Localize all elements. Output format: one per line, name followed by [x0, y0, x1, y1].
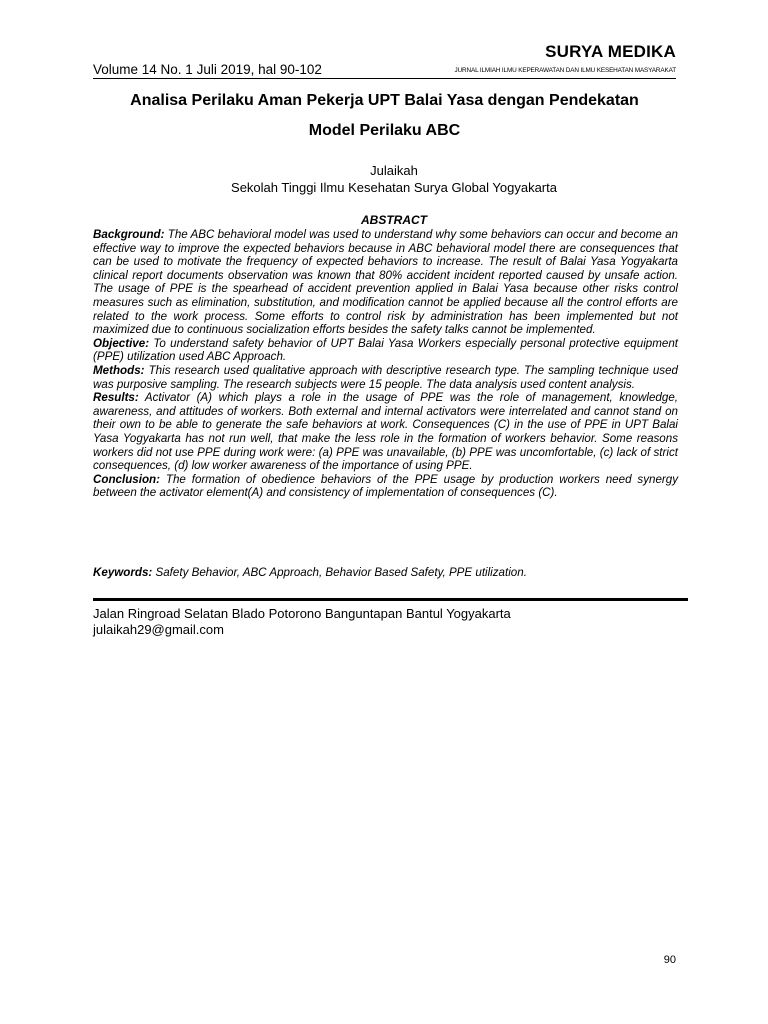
abstract-body — [93, 228, 678, 500]
running-header — [93, 62, 676, 79]
objective-label: Objective: — [93, 336, 150, 350]
results-label: Results: — [93, 391, 139, 405]
author-affiliation: Sekolah Tinggi Ilmu Kesehatan Surya Global Yogyakarta — [231, 180, 557, 195]
title-line-1: Analisa Perilaku Aman Pekerja UPT Balai Yasa dengan Pendekatan — [130, 92, 639, 109]
author-name: Julaikah — [370, 163, 418, 178]
footnote-divider — [93, 598, 688, 601]
volume-issue-line: Volume 14 No. 1 Juli 2019, hal 90-102 — [93, 62, 322, 77]
keywords-text: Safety Behavior, ABC Approach, Behavior Based Safety, PPE utilization. — [152, 566, 527, 579]
methods-label: Methods: — [93, 363, 145, 377]
keywords — [93, 566, 678, 579]
abstract-methods — [93, 364, 678, 391]
abstract-background — [93, 228, 678, 337]
conclusion-label: Conclusion: — [93, 472, 160, 486]
page-number: 90 — [663, 954, 676, 966]
correspondence-email: julaikah29@gmail.com — [93, 622, 224, 637]
abstract-conclusion — [93, 473, 678, 500]
results-text: Activator (A) which plays a role in the usage of PPE was the role of management, knowledge, awareness, and attitudes of workers. Both external and internal activators were interrelated and cannot stand on their own to be able to generate the safe behaviors at work. Consequences (C) in the use of PPE in UPT Balai Yasa Yogyakarta has not run well, that make the less role in the formation of workers behavior. Some reasons workers did not use PPE during work were: (a) PPE was unavailable, (b) PPE was uncomfortable, (c) lack of strict consequences, (d) low worker awareness of the importance of using PPE. — [93, 391, 678, 473]
background-label: Background: — [93, 228, 165, 241]
correspondence-address: Jalan Ringroad Selatan Blado Potorono Banguntapan Bantul Yogyakarta — [93, 606, 511, 621]
journal-subtitle: JURNAL ILMIAH ILMU KEPERAWATAN DAN ILMU KESEHATAN MASYARAKAT — [454, 67, 676, 74]
abstract-results — [93, 391, 678, 473]
keywords-label: Keywords: — [93, 566, 153, 579]
objective-text: To understand safety behavior of UPT Balai Yasa Workers especially personal protective equipment (PPE) utilization used ABC Approach. — [93, 336, 678, 364]
journal-name: SURYA MEDIKA — [545, 42, 676, 61]
title-line-2: Model Perilaku ABC — [308, 122, 461, 139]
article-title — [93, 86, 676, 146]
methods-text: This research used qualitative approach with descriptive research type. The sampling technique used was purposive sampling. The research subjects were 15 people. The data analysis used content analysis. — [93, 363, 678, 391]
correspondence — [93, 606, 511, 638]
abstract-objective — [93, 337, 678, 364]
conclusion-text: The formation of obedience behaviors of the PPE usage by production workers need synergy between the activator element(A) and consistency of implementation of consequences (C). — [93, 472, 678, 500]
background-text: The ABC behavioral model was used to understand why some behaviors can occur and become an effective way to improve the expected behaviors because in ABC behavioral model there are consequences that can be used to motivate the frequency of expected behaviors to increase. The result of Balai Yasa Yogyakarta clinical report documents observation was known that 80% accident incident reported caused by unsafe action. The usage of PPE is the spearhead of accident prevention applied in Balai Yasa because other risks control measures such as elimination, substitution, and modification cannot be applied because all the control efforts are related to the work process. Some efforts to control risk by administration has been implemented but not maximized due to continuous socialization efforts besides the safety talks cannot be implemented. — [93, 228, 678, 337]
abstract-heading: ABSTRACT — [361, 213, 427, 227]
